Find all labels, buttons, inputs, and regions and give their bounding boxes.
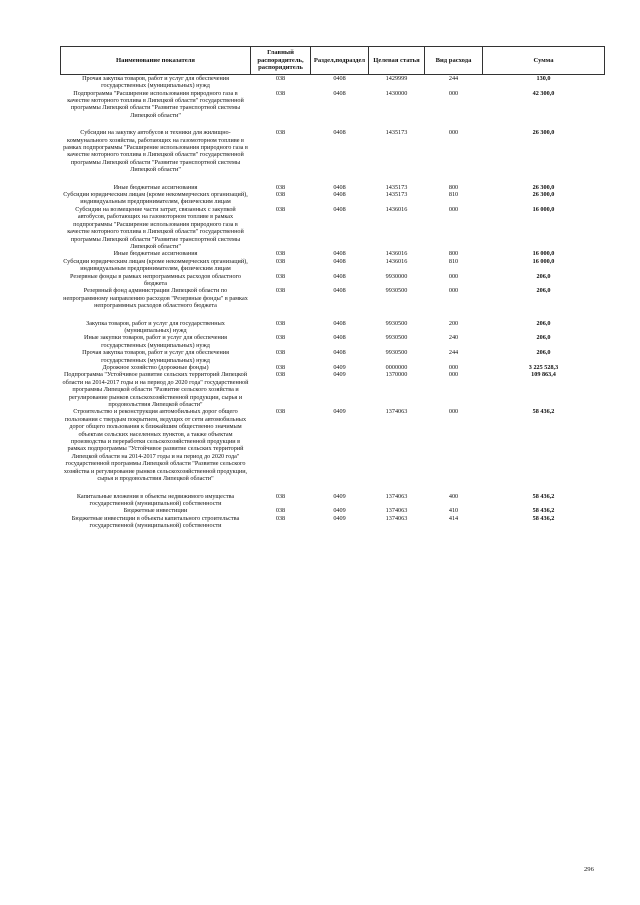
page-number: 296 xyxy=(584,866,594,873)
row-grbs: 038 xyxy=(275,191,286,199)
row-vr: 000 xyxy=(448,205,459,213)
row-vr: 800 xyxy=(448,183,459,191)
header-razdel: Раздел,подраздел xyxy=(311,47,369,75)
row-name: Иные бюджетные ассигнования xyxy=(113,250,198,258)
row-razdel: 0408 xyxy=(333,334,346,342)
row-grbs: 038 xyxy=(275,319,286,327)
table-row xyxy=(61,273,605,288)
row-grbs: 038 xyxy=(275,74,286,82)
table-row xyxy=(61,334,605,349)
row-csr: 9930500 xyxy=(385,319,408,327)
row-vr: 000 xyxy=(448,364,459,371)
header-sum: Сумма xyxy=(483,47,605,75)
header-name: Наименование показателя xyxy=(61,47,251,75)
budget-table xyxy=(60,46,605,530)
row-sum: 16 000,0 xyxy=(532,205,555,213)
row-name: Субсидии юридическим лицам (кроме некоммерческих организаций), индивидуальным предпринимателям, физическим лицам xyxy=(63,257,248,273)
row-vr: 000 xyxy=(448,408,459,416)
row-csr: 1370000 xyxy=(385,371,408,379)
row-vr: 410 xyxy=(448,507,459,515)
row-csr: 9930500 xyxy=(385,349,408,357)
row-vr: 000 xyxy=(448,89,459,97)
row-name: Иные бюджетные ассигнования xyxy=(113,183,198,191)
row-spacer xyxy=(61,310,605,320)
row-name: Закупка товаров, работ и услуг для государственных (муниципальных) нужд xyxy=(86,319,225,334)
table-row xyxy=(61,408,605,482)
row-grbs: 038 xyxy=(275,287,286,295)
row-name: Иные закупки товаров, работ и услуг для обеспечения государственных (муниципальных) нужд xyxy=(84,334,227,349)
row-vr: 200 xyxy=(448,319,459,327)
header-csr: Целевая статья xyxy=(369,47,425,75)
row-csr: 1374063 xyxy=(385,408,408,416)
header-grbs: Главный распорядитель, распорядитель xyxy=(251,47,311,75)
row-vr: 400 xyxy=(448,492,459,500)
row-razdel: 0409 xyxy=(333,364,346,371)
row-vr: 414 xyxy=(448,514,459,522)
row-vr: 810 xyxy=(448,191,459,199)
table-row xyxy=(61,364,605,371)
row-csr: 9930000 xyxy=(385,272,408,280)
row-sum: 26 300,0 xyxy=(532,183,555,191)
table-row xyxy=(61,250,605,257)
table-header-row xyxy=(61,47,605,75)
table-row xyxy=(61,349,605,364)
row-grbs: 038 xyxy=(275,334,286,342)
row-razdel: 0409 xyxy=(333,507,346,515)
row-razdel: 0408 xyxy=(333,250,346,258)
row-grbs: 038 xyxy=(275,371,286,379)
table-row xyxy=(61,184,605,191)
row-name: Подпрограмма "Расширение использования природного газа в качестве моторного топлива в Липецкой области" государственной программы Липецкой области "Развитие транспортной системы Липецкой области" xyxy=(67,89,244,119)
row-razdel: 0409 xyxy=(333,492,346,500)
row-razdel: 0408 xyxy=(333,257,346,265)
row-sum: 58 436,2 xyxy=(532,408,555,416)
row-csr: 1374063 xyxy=(385,514,408,522)
row-name: Субсидии на возмещение части затрат, связанных с закупкой автобусов, работающих на газомоторном топливе в рамках подпрограммы "Расширение использования природного газа в качестве моторного топлива в Липецкой области" государственной программы Липецкой области "Развитие транспортной системы Липецкой области" xyxy=(67,205,244,250)
table-row xyxy=(61,507,605,514)
row-grbs: 038 xyxy=(275,272,286,280)
row-name: Бюджетные инвестиции в объекты капитального строительства государственной (муниципальной) собственности xyxy=(71,514,240,530)
table-row xyxy=(61,371,605,408)
row-sum: 130,0 xyxy=(536,74,551,82)
row-csr: 1430000 xyxy=(385,89,408,97)
row-razdel: 0409 xyxy=(333,371,346,379)
row-name: Субсидии на закупку автобусов и техники для жилищно-коммунального хозяйства, работающих на газомоторном топливе в рамках подпрограммы "Расширение использования природного газа в качестве моторного топлива в Липецкой области" государственной программы Липецкой области "Развитие транспортной системы Липецкой области" xyxy=(63,129,248,174)
row-sum: 109 863,4 xyxy=(531,371,556,379)
row-sum: 58 436,2 xyxy=(532,492,555,500)
row-name: Подпрограмма "Устойчивое развитие сельских территорий Липецкой области на 2014-2017 годы и на период до 2020 года" государственной программы Липецкой области "Развитие сельского хозяйства и регулирование рынков сельскохозяйственной продукции, сырья и продовольствия Липецкой области" xyxy=(62,371,249,409)
row-grbs: 038 xyxy=(275,514,286,522)
row-razdel: 0409 xyxy=(333,514,346,522)
row-razdel: 0408 xyxy=(333,183,346,191)
row-grbs: 038 xyxy=(275,129,286,137)
row-razdel: 0408 xyxy=(333,191,346,199)
table-row xyxy=(61,129,605,173)
table-row xyxy=(61,287,605,309)
row-grbs: 038 xyxy=(275,250,286,258)
row-razdel: 0408 xyxy=(333,205,346,213)
row-vr: 800 xyxy=(448,250,459,258)
row-sum: 58 436,2 xyxy=(532,507,555,515)
row-razdel: 0408 xyxy=(333,74,346,82)
row-csr: 1429999 xyxy=(385,74,408,82)
row-vr: 000 xyxy=(448,371,459,379)
row-razdel: 0408 xyxy=(333,319,346,327)
row-spacer xyxy=(61,119,605,129)
row-grbs: 038 xyxy=(275,492,286,500)
row-csr: 1374063 xyxy=(385,507,408,515)
table-row xyxy=(61,74,605,89)
row-sum: 16 000,0 xyxy=(532,257,555,265)
row-grbs: 038 xyxy=(275,257,286,265)
row-vr: 000 xyxy=(448,287,459,295)
row-vr: 810 xyxy=(448,257,459,265)
row-name: Субсидии юридическим лицам (кроме некоммерческих организаций), индивидуальным предпринимателям, физическим лицам xyxy=(63,191,248,206)
row-vr: 240 xyxy=(448,334,459,342)
table-row xyxy=(61,515,605,530)
table-body xyxy=(61,74,605,529)
row-name: Прочая закупка товаров, работ и услуг для обеспечения государственных (муниципальных) нужд xyxy=(82,349,229,364)
row-csr: 1435173 xyxy=(385,129,408,137)
row-grbs: 038 xyxy=(275,349,286,357)
row-spacer xyxy=(61,174,605,184)
table-row xyxy=(61,90,605,120)
table-row xyxy=(61,493,605,508)
row-grbs: 038 xyxy=(275,364,286,371)
table-row xyxy=(61,191,605,206)
row-sum: 206,0 xyxy=(536,287,551,295)
row-vr: 000 xyxy=(448,272,459,280)
row-csr: 1436016 xyxy=(385,205,408,213)
row-vr: 244 xyxy=(448,74,459,82)
row-name: Дорожное хозяйство (дорожные фонды) xyxy=(102,364,209,371)
row-name: Строительство и реконструкция автомобильных дорог общего пользования с твердым покрытием, ведущих от сети автомобильных дорог общего пользования к ближайшим общественно значимым объектам сельских населенных пунктов, а также объектам производства и переработки сельскохозяйственной продукции в рамках подпрограммы "Устойчивое развитие сельских территорий Липецкой области на 2014-2017 годы и на период до 2020 года" государственной программы Липецкой области "Развитие сельского хозяйства и регулирование рынков сельскохозяйственной продукции, сырья и продовольствия Липецкой области" xyxy=(63,408,248,483)
header-vr: Вид расхода xyxy=(425,47,483,75)
row-razdel: 0408 xyxy=(333,349,346,357)
row-sum: 206,0 xyxy=(536,334,551,342)
row-razdel: 0408 xyxy=(333,272,346,280)
row-name: Резервные фонды в рамках непрограммных расходов областного бюджета xyxy=(69,272,242,287)
row-razdel: 0409 xyxy=(333,408,346,416)
row-csr: 9930500 xyxy=(385,334,408,342)
row-razdel: 0408 xyxy=(333,129,346,137)
row-sum: 16 000,0 xyxy=(532,250,555,258)
row-grbs: 038 xyxy=(275,183,286,191)
row-csr: 1436016 xyxy=(385,250,408,258)
row-grbs: 038 xyxy=(275,89,286,97)
row-csr: 1435173 xyxy=(385,183,408,191)
table-row xyxy=(61,258,605,273)
row-csr: 9930500 xyxy=(385,287,408,295)
row-sum: 42 300,0 xyxy=(532,89,555,97)
table-row xyxy=(61,206,605,250)
row-csr: 1435173 xyxy=(385,191,408,199)
row-name: Бюджетные инвестиции xyxy=(123,507,188,515)
row-vr: 000 xyxy=(448,129,459,137)
row-sum: 58 436,2 xyxy=(532,514,555,522)
row-vr: 244 xyxy=(448,349,459,357)
row-sum: 26 300,0 xyxy=(532,191,555,199)
row-grbs: 038 xyxy=(275,507,286,515)
table-row xyxy=(61,320,605,335)
row-sum: 206,0 xyxy=(536,272,551,280)
row-razdel: 0408 xyxy=(333,287,346,295)
row-razdel: 0408 xyxy=(333,89,346,97)
row-name: Резервный фонд администрации Липецкой области по непрограммному направлению расходов "Резервные фонды" в рамках непрограммных расходов областного бюджета xyxy=(63,287,248,310)
row-grbs: 038 xyxy=(275,408,286,416)
row-sum: 206,0 xyxy=(536,349,551,357)
row-sum: 26 300,0 xyxy=(532,129,555,137)
row-sum: 3 225 528,3 xyxy=(528,364,559,371)
row-spacer xyxy=(61,483,605,493)
row-csr: 0000000 xyxy=(385,364,408,371)
row-csr: 1436016 xyxy=(385,257,408,265)
row-csr: 1374063 xyxy=(385,492,408,500)
row-sum: 206,0 xyxy=(536,319,551,327)
row-grbs: 038 xyxy=(275,205,286,213)
row-name: Капитальные вложения в объекты недвижимого имущества государственной (муниципальной) собственности xyxy=(76,492,235,507)
row-name: Прочая закупка товаров, работ и услуг для обеспечения государственных (муниципальных) нужд xyxy=(82,74,229,90)
